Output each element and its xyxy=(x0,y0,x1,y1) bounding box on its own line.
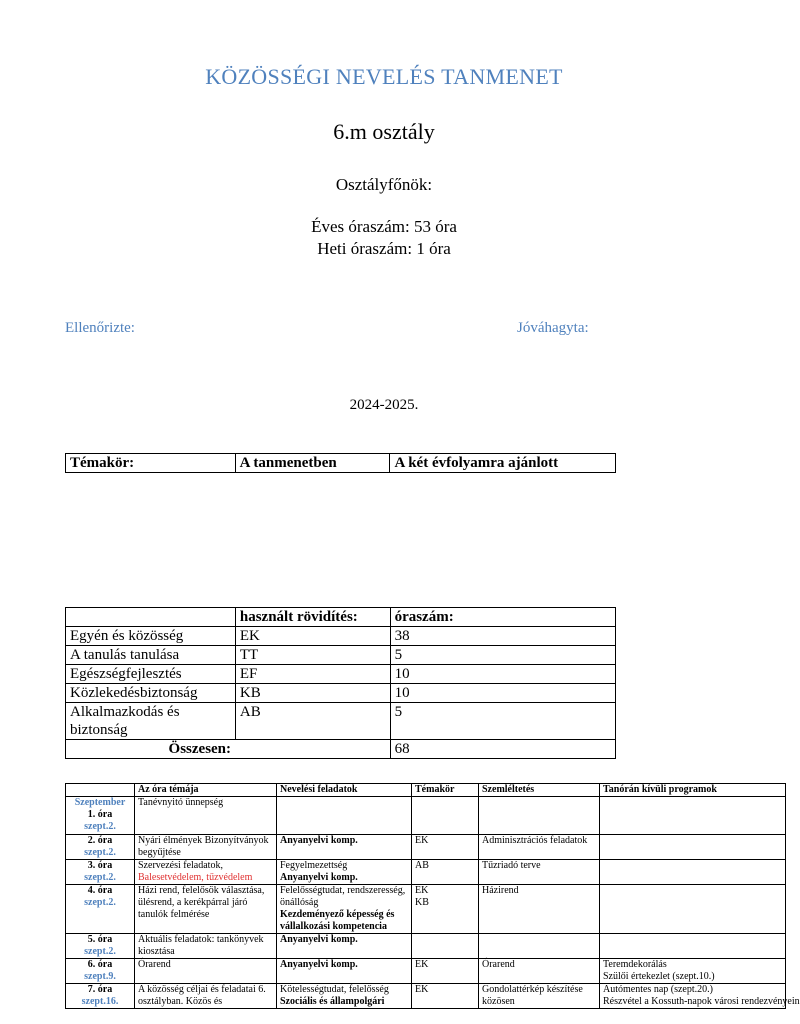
lesson-date: szept.2. xyxy=(84,847,116,858)
lesson-number: 2. óra xyxy=(87,835,113,846)
lesson-theme xyxy=(412,797,479,835)
lesson-theme: AB xyxy=(412,860,479,885)
lesson-topic xyxy=(135,860,277,885)
lesson-number: 3. óra xyxy=(87,860,113,871)
lesson-theme: EK xyxy=(412,835,479,860)
table-row xyxy=(66,959,786,984)
topic-cell: Alkalmazkodás és biztonság xyxy=(66,703,236,740)
topic-cell: Közlekedésbiztonság xyxy=(66,684,236,703)
lesson-visual: Gondolattérkép készítése közösen xyxy=(479,984,600,1009)
table-cell: A két évfolyamra ajánlott xyxy=(390,454,616,473)
lesson-topic: Aktuális feladatok: tankönyvek kiosztása xyxy=(135,934,277,959)
yearly-hours: Éves óraszám: 53 óra xyxy=(311,217,457,236)
month-label: Szeptember xyxy=(74,797,126,808)
lesson-tasks-text: Felelősségtudat, rendszeresség, önállóság xyxy=(280,885,406,908)
table-header-cell: Tanórán kívüli programok xyxy=(600,784,786,797)
table-row xyxy=(66,797,786,835)
class-name: 6.m osztály xyxy=(333,119,435,144)
hours-cell: 5 xyxy=(390,646,615,665)
lesson-date-cell xyxy=(66,934,135,959)
table-header-row xyxy=(66,608,616,627)
lesson-number: 4. óra xyxy=(87,885,113,896)
lesson-date-cell xyxy=(66,860,135,885)
lesson-tasks xyxy=(277,860,412,885)
table-row xyxy=(66,860,786,885)
abbr-cell: AB xyxy=(235,703,390,740)
table-header-cell xyxy=(66,608,236,627)
lesson-visual: Házirend xyxy=(479,885,600,934)
abbr-cell: TT xyxy=(235,646,390,665)
program-item: Autómentes nap (szept.20.) xyxy=(603,984,713,995)
lesson-number: 1. óra xyxy=(87,809,113,820)
abbr-cell: EF xyxy=(235,665,390,684)
summary-table xyxy=(65,607,616,759)
total-row xyxy=(66,740,616,759)
school-year: 2024-2025. xyxy=(349,397,419,413)
table-header-cell: Szemléltetés xyxy=(479,784,600,797)
table-row xyxy=(66,835,786,860)
lesson-date: szept.2. xyxy=(84,872,116,883)
total-label: Összesen: xyxy=(66,740,391,759)
lesson-date: szept.2. xyxy=(84,946,116,957)
lesson-programs xyxy=(600,984,800,1009)
lesson-date-cell xyxy=(66,959,135,984)
table-row xyxy=(66,627,616,646)
abbr-cell: KB xyxy=(235,684,390,703)
table-header-cell: használt rövidítés: xyxy=(235,608,390,627)
lesson-programs xyxy=(600,934,786,959)
lesson-tasks xyxy=(277,984,412,1009)
table-header-cell: Az óra témája xyxy=(135,784,277,797)
lesson-tasks xyxy=(277,885,412,934)
table-header-cell xyxy=(66,784,135,797)
hours-cell: 38 xyxy=(390,627,615,646)
total-value: 68 xyxy=(390,740,615,759)
lesson-visual: Tűzriadó terve xyxy=(479,860,600,885)
lesson-date: szept.2. xyxy=(84,821,116,832)
topic-cell: A tanulás tanulása xyxy=(66,646,236,665)
lesson-number: 6. óra xyxy=(87,959,113,970)
lesson-tasks: Anyanyelvi komp. xyxy=(277,934,412,959)
lesson-visual xyxy=(479,934,600,959)
table-header-cell: Nevelési feladatok xyxy=(277,784,412,797)
lesson-topic: Nyári élmények Bizonyítványok begyűjtése xyxy=(135,835,277,860)
table-row xyxy=(66,646,616,665)
hours-cell: 5 xyxy=(390,703,615,740)
lesson-date-cell xyxy=(66,797,135,835)
lesson-theme xyxy=(412,885,479,934)
hours-cell: 10 xyxy=(390,684,615,703)
lesson-programs xyxy=(600,860,786,885)
lesson-competence: Szociális és állampolgári xyxy=(280,996,385,1007)
program-item: Teremdekorálás xyxy=(603,959,667,970)
lesson-theme xyxy=(412,934,479,959)
table-header-cell: Témakör xyxy=(412,784,479,797)
lesson-date: szept.16. xyxy=(81,996,119,1007)
lesson-tasks: Anyanyelvi komp. xyxy=(277,835,412,860)
lesson-date-cell xyxy=(66,835,135,860)
table-row xyxy=(66,984,786,1009)
table-row xyxy=(66,885,786,934)
table-cell: Témakör: xyxy=(66,454,236,473)
table-row xyxy=(66,684,616,703)
lesson-competence: Kezdeményező képesség és vállalkozási kompetencia xyxy=(280,909,395,932)
lesson-number: 7. óra xyxy=(87,984,113,995)
weekly-hours: Heti óraszám: 1 óra xyxy=(317,239,451,258)
lesson-programs xyxy=(600,797,786,835)
table-header-cell: óraszám: xyxy=(390,608,615,627)
lesson-topic: Házi rend, felelősök választása, ülésrend, a kerékpárral járó tanulók felmérése xyxy=(135,885,277,934)
lesson-tasks-text: Fegyelmezettség xyxy=(280,860,348,871)
table-cell: A tanmenetben xyxy=(235,454,390,473)
lesson-programs xyxy=(600,835,786,860)
table-row xyxy=(66,454,616,473)
document-title: KÖZÖSSÉGI NEVELÉS TANMENET xyxy=(205,64,563,89)
table-header-row xyxy=(66,784,786,797)
lesson-tasks-text: Kötelességtudat, felelősség xyxy=(280,984,389,995)
lesson-date-cell xyxy=(66,984,135,1009)
lesson-topic-text: Szervezési feladatok, xyxy=(138,860,223,871)
program-item: Részvétel a Kossuth-napok városi rendezvényein xyxy=(603,996,800,1007)
topic-cell: Egyén és közösség xyxy=(66,627,236,646)
table-row xyxy=(66,703,616,740)
program-item: Szülői értekezlet (szept.10.) xyxy=(603,971,715,982)
lesson-theme: EK xyxy=(412,959,479,984)
lesson-number: 5. óra xyxy=(87,934,113,945)
lesson-theme-code: EK xyxy=(415,885,429,896)
approved-by-label: Jóváhagyta: xyxy=(517,320,589,336)
lesson-date-cell xyxy=(66,885,135,934)
lesson-theme: EK xyxy=(412,984,479,1009)
lesson-tasks: Anyanyelvi komp. xyxy=(277,959,412,984)
lesson-programs xyxy=(600,959,786,984)
lesson-topic-highlight: Balesetvédelem, tűzvédelem xyxy=(138,872,253,883)
lesson-theme-code: KB xyxy=(415,897,429,908)
lesson-visual xyxy=(479,797,600,835)
lesson-date: szept.9. xyxy=(84,971,116,982)
lesson-topic: Tanévnyitó ünnepség xyxy=(135,797,277,835)
topic-header-table xyxy=(65,453,616,473)
lesson-topic: A közösség céljai és feladatai 6. osztályban. Közös és xyxy=(135,984,277,1009)
lesson-competence: Anyanyelvi komp. xyxy=(280,872,358,883)
teachers-label: Osztályfőnök: xyxy=(335,175,433,194)
lesson-topic: Órarend xyxy=(135,959,277,984)
lesson-programs xyxy=(600,885,786,934)
lesson-tasks xyxy=(277,797,412,835)
table-row xyxy=(66,665,616,684)
table-row xyxy=(66,934,786,959)
topic-cell: Egészségfejlesztés xyxy=(66,665,236,684)
lesson-visual: Órarend xyxy=(479,959,600,984)
abbr-cell: EK xyxy=(235,627,390,646)
hours-cell: 10 xyxy=(390,665,615,684)
checked-by-label: Ellenőrizte: xyxy=(65,320,135,336)
lessons-table xyxy=(65,783,800,1009)
lesson-date: szept.2. xyxy=(84,897,116,908)
lesson-visual: Adminisztrációs feladatok xyxy=(479,835,600,860)
